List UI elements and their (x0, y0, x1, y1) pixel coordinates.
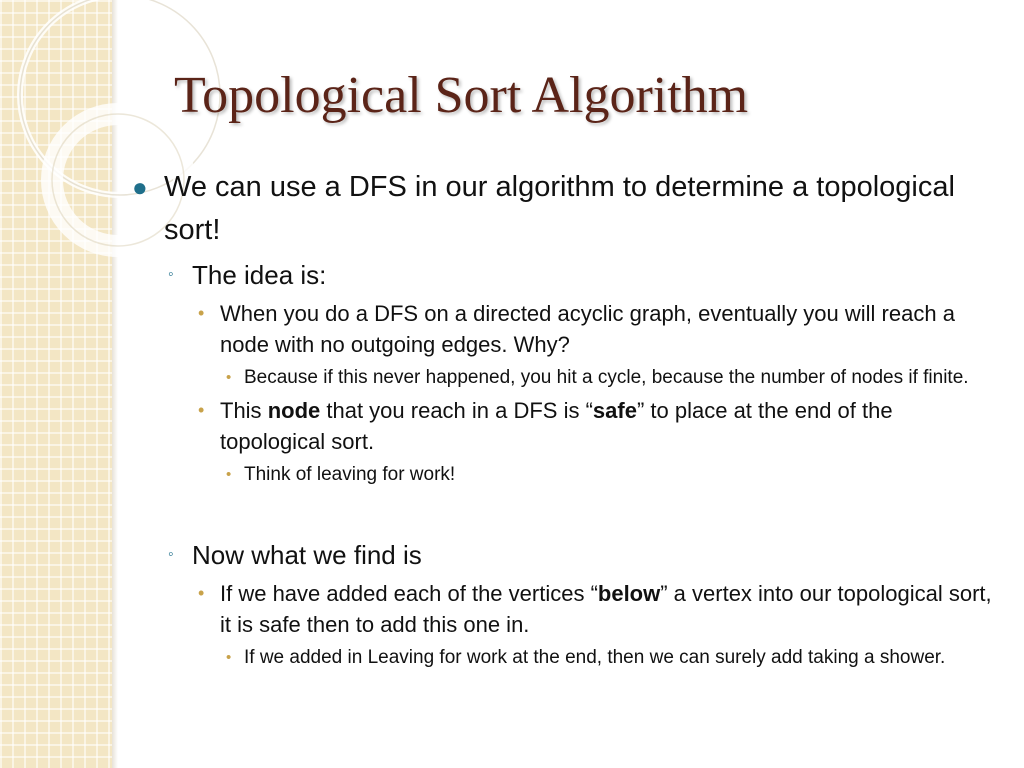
bullet-think (128, 461, 998, 488)
slide-body (128, 166, 998, 671)
bullet-text: If we added in Leaving for work at the end, then we can surely add taking a shower. (244, 647, 946, 668)
text-run: ” to place at the end of the topological sort. (220, 398, 893, 454)
bullet-text (220, 581, 992, 637)
bullet-dfs-reach (128, 298, 998, 360)
text-run: If we have added each of the vertices “ (220, 581, 598, 606)
bullet-idea (128, 256, 998, 294)
bullet-dfs-topological (128, 166, 998, 252)
bullet-text: The idea is: (192, 260, 327, 290)
dot-bullet-icon: • (226, 649, 232, 666)
bullet-text: When you do a DFS on a directed acyclic graph, eventually you will reach a node with no outgoing edges. Why? (220, 301, 955, 357)
bullet-text: Because if this never happened, you hit a cycle, because the number of nodes if finite. (244, 367, 969, 388)
bullet-now (128, 536, 998, 574)
ring-bullet-icon: ◦ (168, 266, 174, 283)
bullet-text: Think of leaving for work! (244, 464, 456, 485)
bullet-text (220, 398, 893, 454)
bold-safe: safe (592, 398, 637, 423)
text-run: that you reach in a DFS is “ (320, 398, 593, 423)
bullet-if-added (128, 578, 998, 640)
dot-bullet-icon: • (198, 583, 205, 603)
bold-below: below (597, 581, 661, 606)
bullet-text: Now what we find is (192, 540, 422, 570)
dot-bullet-icon: • (226, 466, 232, 483)
dot-bullet-icon: • (198, 303, 205, 323)
ring-bullet-icon: ◦ (168, 546, 174, 563)
text-run: ” a vertex into our topological sort, it is safe then to add this one in. (220, 581, 992, 637)
dot-bullet-icon: • (226, 369, 232, 386)
bullet-because (128, 364, 998, 391)
bullet-this-node (128, 395, 998, 457)
bold-node: node (267, 398, 321, 423)
dot-bullet-icon: • (198, 400, 205, 420)
text-run: This (220, 398, 268, 423)
slide-title: Topological Sort Algorithm (174, 67, 749, 124)
bullet-leaving (128, 644, 998, 671)
bullet-text: We can use a DFS in our algorithm to determine a topological sort! (164, 171, 955, 246)
round-bullet-icon: ● (132, 172, 148, 202)
